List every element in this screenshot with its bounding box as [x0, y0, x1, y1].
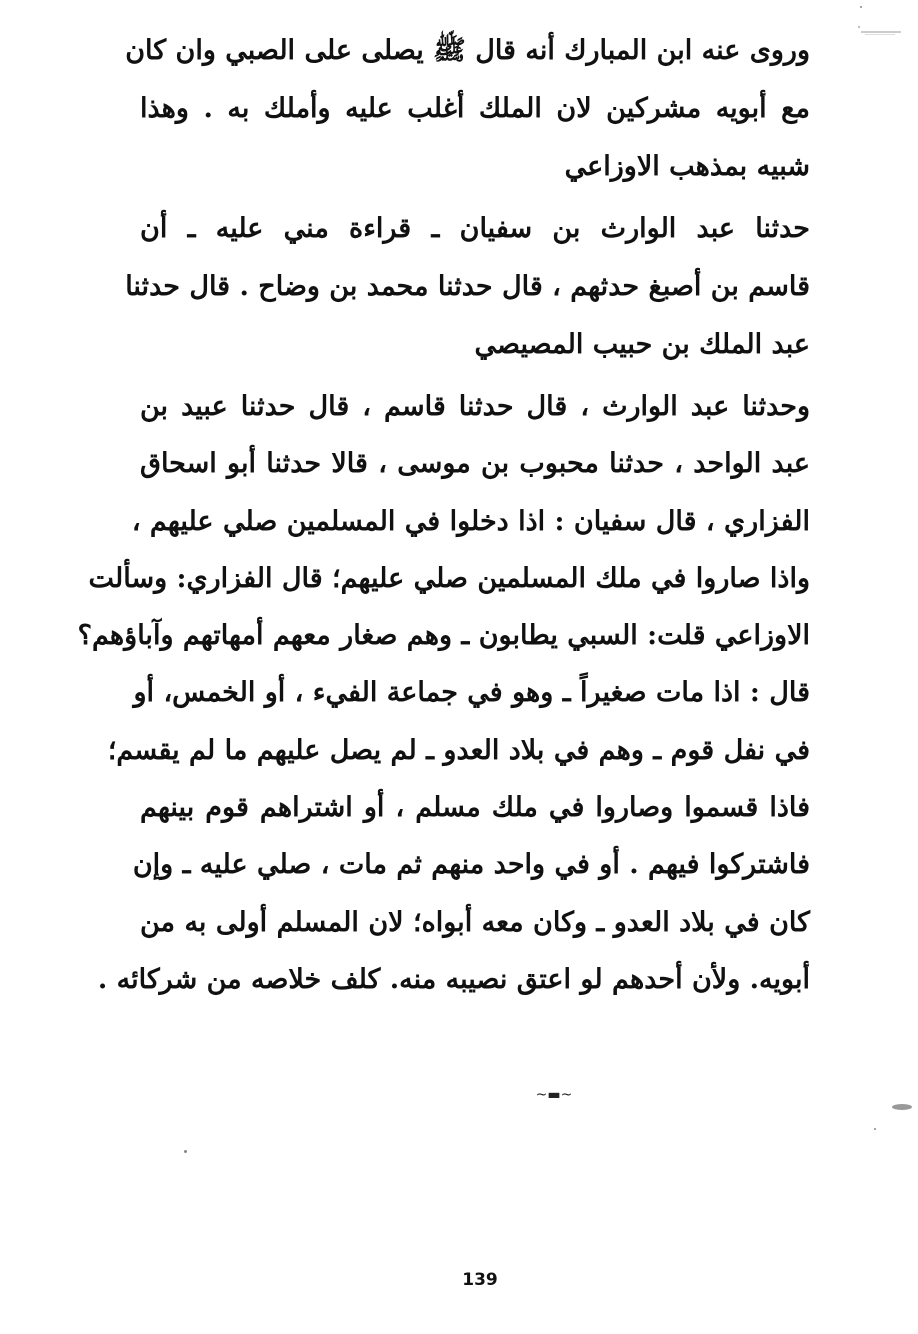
- text-line: عبد الملك بن حبيب المصيصي: [474, 329, 810, 360]
- text-line: قاسم بن أصبغ حدثهم ، قال حدثنا محمد بن وضاح . قال حدثنا: [125, 271, 810, 302]
- text-line: كان في بلاد العدو ـ وكان معه أبواه؛ لان المسلم أولى به من: [140, 906, 810, 938]
- text-line: حدثنا عبد الوارث بن سفيان ـ قراءة مني عليه ـ أن: [140, 213, 810, 244]
- text-line: وحدثنا عبد الوارث ، قال حدثنا قاسم ، قال حدثنا عبيد بن: [140, 391, 810, 422]
- text-line: مع أبويه مشركين لان الملك أغلب عليه وأملك به . وهذا: [140, 93, 810, 124]
- paragraph-2: [125, 200, 810, 374]
- text-line: وروى عنه ابن المبارك أنه قال ﷺ يصلى على الصبي وان كان: [125, 35, 810, 66]
- text-line: عبد الواحد ، حدثنا محبوب بن موسى ، قالا حدثنا أبو اسحاق: [140, 448, 810, 480]
- scan-speck: [860, 6, 862, 8]
- text-line: واذا صاروا في ملك المسلمين صلي عليهم؛ قال الفزاري: وسألت: [88, 562, 810, 594]
- text-line: فاذا قسموا وصاروا في ملك مسلم ، أو اشتراهم قوم بينهم: [140, 792, 810, 824]
- text-line: شبيه بمذهب الاوزاعي: [564, 151, 810, 182]
- text-line: في نفل قوم ـ وهم في بلاد العدو ـ لم يصل عليهم ما لم يقسم؛: [107, 734, 810, 766]
- text-line: الاوزاعي قلت: السبي يطابون ـ وهم صغار معهم أمهاتهم وآباؤهم؟: [77, 620, 810, 652]
- scan-smudge: [855, 22, 907, 34]
- text-line: قال : اذا مات صغيراً ـ وهو في جماعة الفيء ، أو الخمس، أو: [133, 677, 810, 709]
- text-line: فاشتركوا فيهم . أو في واحد منهم ثم مات ، صلي عليه ـ وإن: [132, 849, 810, 881]
- page-number: 139: [462, 1270, 498, 1290]
- section-ornament: ~▬~: [535, 1087, 573, 1103]
- scan-speck: [874, 1128, 876, 1130]
- text-line: أبويه. ولأن أحدهم لو اعتق نصيبه منه. كلف خلاصه من شركائه .: [97, 963, 810, 995]
- paragraph-3: [77, 378, 810, 1008]
- scan-smudge: [890, 1098, 914, 1110]
- paragraph-1: [125, 22, 810, 196]
- text-line: الفزاري ، قال سفيان : اذا دخلوا في المسلمين صلي عليهم ،: [131, 505, 810, 537]
- scan-speck: [184, 1150, 187, 1153]
